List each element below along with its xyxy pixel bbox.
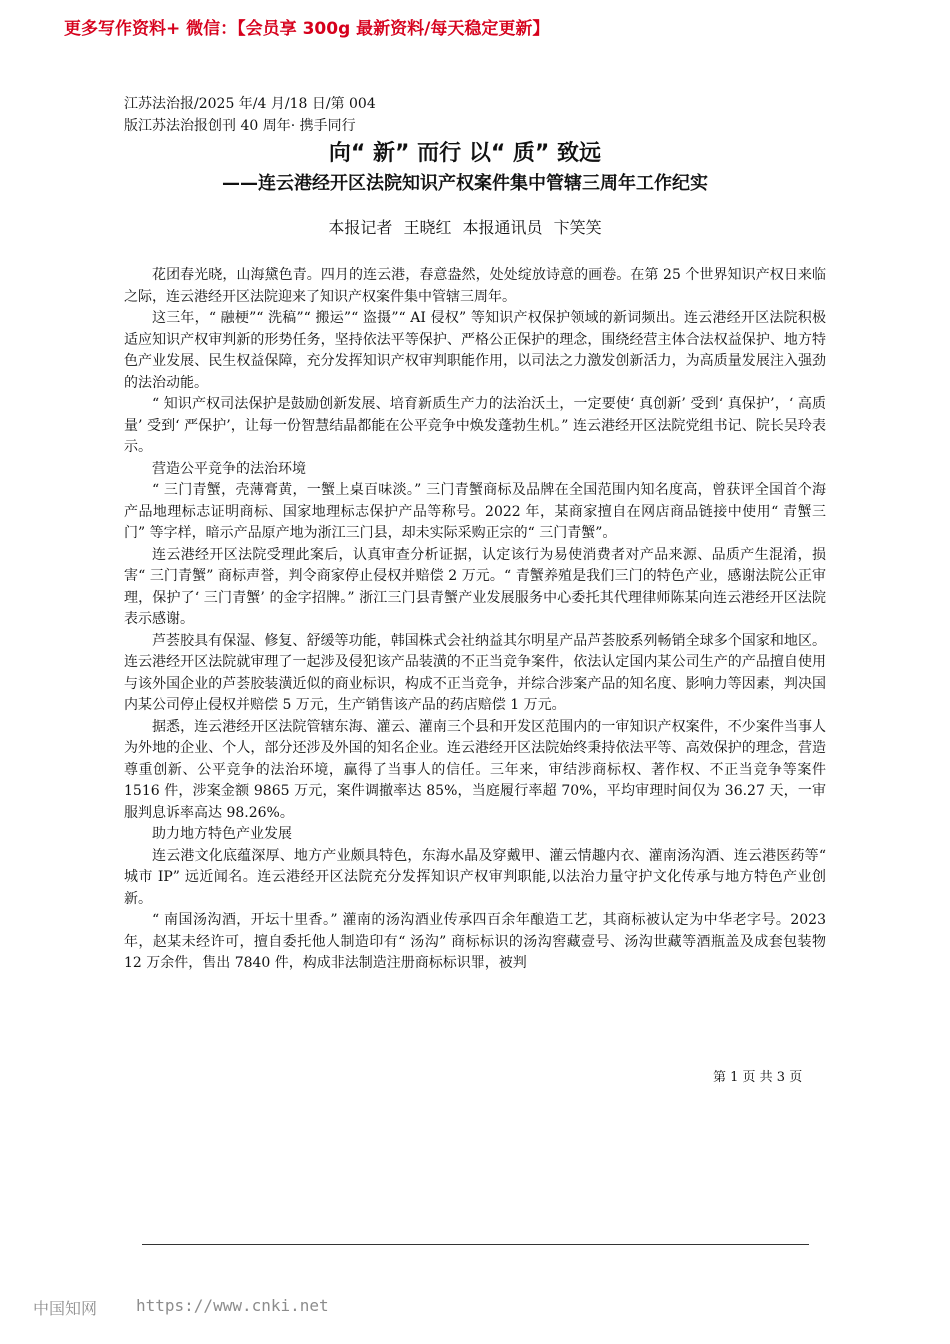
page-number: 第 1 页 共 3 页 [713,1070,803,1085]
article-body [124,265,826,975]
promo-banner: 更多写作资料+ 微信：【会员享 300g 最新资料/每天稳定更新】 [64,19,550,39]
paragraph: 连云港文化底蕴深厚、地方产业颇具特色，东海水晶及穿戴甲、灌云情趣内衣、灌南汤沟酒、连云港医药等“ 城市 IP” 远近闻名。连云港经开区法院充分发挥知识产权审判职能,以法治力量守护文化传承与地方特色产业创新。 [124,847,826,907]
section-heading: 营造公平竞争的法治环境 [152,460,306,477]
paragraph: 芦荟胶具有保湿、修复、舒缓等功能，韩国株式会社纳益其尔明星产品芦荟胶系列畅销全球多个国家和地区。连云港经开区法院就审理了一起涉及侵犯该产品装潢的不正当竞争案件，依法认定国内某公司生产的产品擅自使用与该外国企业的芦荟胶装潢近似的商业标识，构成不正当竞争，并综合涉案产品的知名度、影响力等因素，判决国内某公司停止侵权并赔偿 5 万元，生产销售该产品的药店赔偿 1 万元。 [124,632,826,713]
article-subtitle: ——连云港经开区法院知识产权案件集中管辖三周年工作纪实 [222,173,708,194]
paragraph: “ 三门青蟹，壳薄膏黄，一蟹上桌百味淡。” 三门青蟹商标及品牌在全国范围内知名度高，曾获评全国首个海产品地理标志证明商标、国家地理标志保护产品等称号。2022 年，某商家擅自在网店商品链接中使用“ 青蟹三门” 等字样，暗示产品原产地为浙江三门县，却未实际采购正宗的“ 三门青蟹”。 [124,482,826,541]
paragraph: 据悉，连云港经开区法院管辖东海、灌云、灌南三个县和开发区范围内的一审知识产权案件，不少案件当事人为外地的企业、个人，部分还涉及外国的知名企业。连云港经开区法院始终秉持依法平等、高效保护的理念，营造尊重创新、公平竞争的法治环境，赢得了当事人的信任。三年来，审结涉商标权、著作权、不正当竞争等案件 1516 件，涉案金额 9865 万元，案件调撤率达 85%，当庭履行率超 70%，平均审理时间仅为 36.27 天，一审服判息诉率高达 98.26%。 [124,718,826,821]
section-heading: 助力地方特色产业发展 [152,826,292,842]
cnki-logo: 中国知网 [33,1299,98,1318]
cnki-url-link[interactable]: https://www.cnki.net [136,1296,329,1315]
paragraph: “ 南国汤沟酒，开坛十里香。” 灌南的汤沟酒业传承四百余年酿造工艺，其商标被认定为中华老字号。2023 年，赵某未经许可，擅自委托他人制造印有“ 汤沟” 商标标识的汤沟窖藏壹号、汤沟世藏等酒瓶盖及成套包装物 12 万余件，售出 7840 件，构成非法制造注册商标标识罪，被判 [124,912,826,971]
paragraph: 连云港经开区法院受理此案后，认真审查分析证据，认定该行为易使消费者对产品来源、品质产生混淆，损害“ 三门青蟹” 商标声誉，判令商家停止侵权并赔偿 2 万元。“ 青蟹养殖是我们三门的特色产业，感谢法院公正审理，保护了‘ 三门青蟹’ 的金字招牌。” 浙江三门县青蟹产业发展服务中心委托其代理律师陈某向连云港经开区法院表示感谢。 [124,546,826,627]
paragraph: 这三年，“ 融梗”“ 洗稿”“ 搬运”“ 盗摄”“ AI 侵权” 等知识产权保护领域的新词频出。连云港经开区法院积极适应知识产权审判新的形势任务，坚持依法平等保护、严格公正保护的理念，围绕经营主体合法权益保护、地方特色产业发展、民生权益保障，充分发挥知识产权审判职能作用，以司法之力激发创新活力，为高质量发展注入强劲的法治动能。 [124,310,826,391]
source-line-1: 江苏法治报/2025 年/4 月/18 日/第 004 [124,96,376,112]
article-byline: 本报记者 王晓红 本报通讯员 卞笑笑 [328,218,602,237]
paragraph: 花团春光晓，山海黛色青。四月的连云港，春意盎然，处处绽放诗意的画卷。在第 25 个世界知识产权日来临之际，连云港经开区法院迎来了知识产权案件集中管辖三周年。 [124,267,826,305]
footer-divider [142,1244,809,1245]
article-title: 向“ 新” 而行 以“ 质” 致远 [328,141,602,166]
paragraph: “ 知识产权司法保护是鼓励创新发展、培育新质生产力的法治沃土，一定要使‘ 真创新’ 受到‘ 真保护’，‘ 高质量’ 受到‘ 严保护’，让每一份智慧结晶都能在公平竞争中焕发蓬勃生机。” 连云港经开区法院党组书记、院长吴玲表示。 [124,396,826,455]
source-line-2: 版江苏法治报创刊 40 周年· 携手同行 [124,118,356,134]
